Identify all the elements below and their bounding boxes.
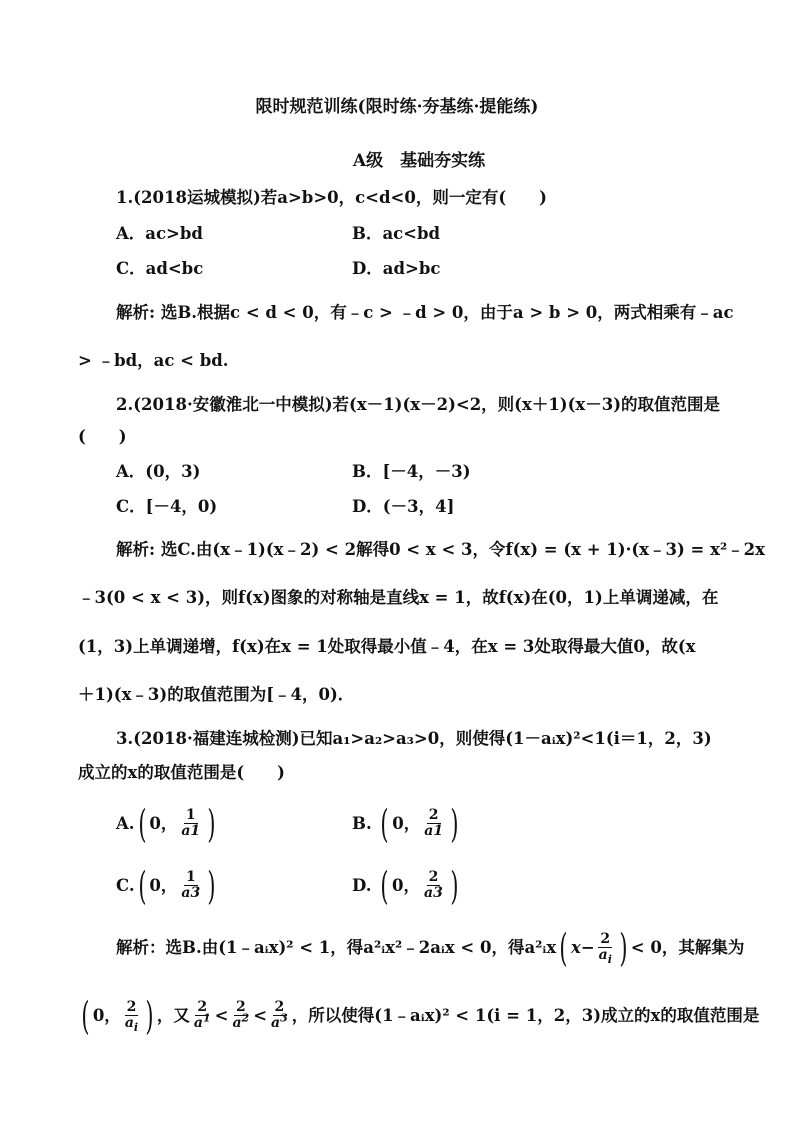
q3-analysis-line1: 解析：选B.由(1﹣aᵢx)² < 1，得a²ᵢx²﹣2aᵢx < 0，得a²ᵢx ( x − $\frac{2}{a_i}$ ) < 0，其解集为 <box>116 925 745 970</box>
q1-stem: 1.(2018运城模拟)若a>b>0，c<d<0，则一定有( ) <box>116 188 547 207</box>
q3-option-a: A. ( 0， $\frac{1}{a1}$ ) <box>116 801 216 846</box>
q2-stem-line1: 2.(2018·安徽淮北一中模拟)若(x－1)(x－2)<2，则(x＋1)(x－3)的取值范围是 <box>116 395 721 414</box>
q3-option-a-label: A. <box>116 813 135 833</box>
q3-option-d: D. ( 0， $\frac{2}{a3}$ ) <box>352 863 459 908</box>
q3-option-b-label: B. <box>352 813 372 833</box>
q2-analysis-line2: ﹣3(0 < x < 3)，则f(x)图象的对称轴是直线x = 1，故f(x)在(0，1)上单调递减，在 <box>78 588 719 607</box>
q2-option-a: A．(0，3) <box>116 462 201 481</box>
q3-option-a-den: a1 <box>181 823 201 839</box>
q1-option-b: B．ac<bd <box>352 224 441 243</box>
q2-option-d: D．(－3，4] <box>352 497 455 516</box>
q2-option-b: B．[－4，－3) <box>352 462 471 481</box>
q3-option-b: B. ( 0， $\frac{2}{a1}$ ) <box>352 801 459 846</box>
q2-analysis-line3: (1，3)上单调递增，f(x)在x = 1处取得最小值﹣4，在x = 3处取得最大值0，故(x <box>78 637 696 656</box>
q1-option-d: D．ad>bc <box>352 259 441 278</box>
q3-option-d-label: D. <box>352 875 372 895</box>
q3-option-a-num: 1 <box>185 807 196 823</box>
q3-analysis-line2-end: ，所以使得(1﹣aᵢx)² < 1(i = 1，2，3)成立的x的取值范围是 <box>291 1005 760 1025</box>
q3-option-c-num: 1 <box>185 869 196 885</box>
q3-option-c-label: C. <box>116 875 135 895</box>
q1-analysis-line2: > ﹣bd，ac < bd. <box>78 351 229 370</box>
q3-analysis-mid: < 0，其解集为 <box>630 937 745 957</box>
q3-stem-line1: 3.(2018·福建连城检测)已知a₁>a₂>a₃>0，则使得(1－aᵢx)²<1(i＝1，2，3) <box>116 729 712 748</box>
q1-option-a: A．ac>bd <box>116 224 203 243</box>
q3-option-c: C. ( 0， $\frac{1}{a3}$ ) <box>116 863 216 908</box>
q3-option-d-num: 2 <box>428 869 439 885</box>
q2-analysis-line4: ＋1)(x﹣3)的取值范围为[﹣4，0)． <box>78 685 355 704</box>
q2-stem-line2: ( ) <box>78 427 127 446</box>
q1-option-c: C．ad<bc <box>116 259 204 278</box>
page-title: 限时规范训练(限时练·夯基练·提能练) <box>255 97 539 117</box>
q1-analysis-line1: 解析: 选B.根据c < d < 0，有﹣c > ﹣d > 0，由于a > b > 0，两式相乘有﹣ac <box>116 303 734 322</box>
q2-option-c: C．[－4，0) <box>116 497 218 516</box>
section-heading: A级 基础夯实练 <box>352 151 486 171</box>
q3-analysis-start: 解析：选B.由(1﹣aᵢx)² < 1，得a²ᵢx²﹣2aᵢx < 0，得a²ᵢx <box>116 937 557 957</box>
q2-analysis-line1: 解析: 选C.由(x﹣1)(x﹣2) < 2解得0 < x < 3，令f(x) = (x + 1)·(x﹣3) = x²﹣2x <box>116 540 765 559</box>
q3-option-b-den: a1 <box>424 823 444 839</box>
q3-analysis-line2: ( 0， $\frac{2}{a_i}$ ) ，又 $\frac{2}{a^1}$ < $\frac{2}{a^2}$ < $\frac{2}{a^3}$ ，所以使得(1﹣aᵢx)² < 1(i = 1，2，3)成立的x的取值范围是 <box>81 993 760 1038</box>
q3-option-c-den: a3 <box>181 885 201 901</box>
q3-stem-line2: 成立的x的取值范围是( ) <box>78 763 285 782</box>
q3-option-b-num: 2 <box>428 807 439 823</box>
q3-option-d-den: a3 <box>424 885 443 901</box>
